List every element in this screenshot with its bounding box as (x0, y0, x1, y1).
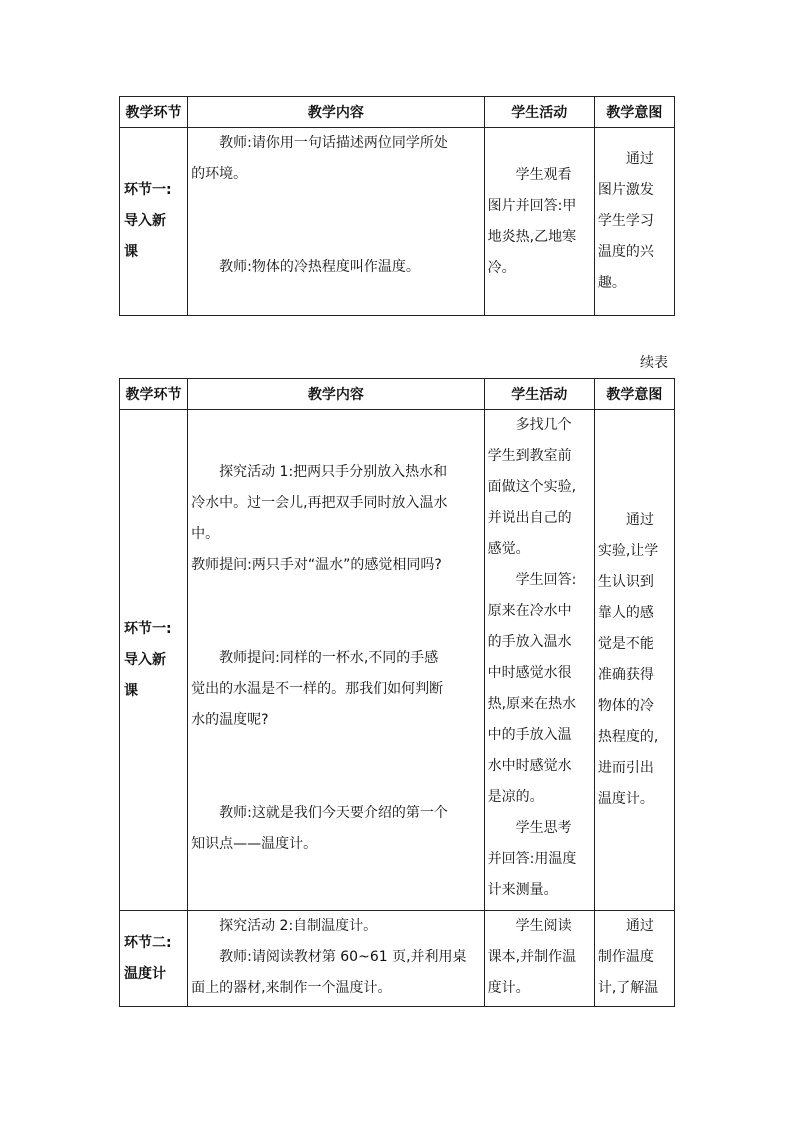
content-line: 知识点——温度计。 (191, 836, 318, 852)
header-intent: 教学意图 (594, 379, 674, 410)
intent-line: 通过 (625, 151, 654, 167)
intent-cell (594, 911, 674, 1007)
table-row (120, 128, 675, 316)
activity-line: 学生思考 (515, 820, 572, 836)
activity-line: 是凉的。 (487, 789, 544, 805)
stage-line: 课 (124, 682, 138, 699)
content-line: 觉出的水温是不一样的。那我们如何判断 (191, 681, 444, 697)
stage-cell (120, 128, 188, 316)
stage-cell (120, 410, 188, 911)
intent-line: 学生学习 (597, 213, 654, 229)
activity-cell (484, 128, 594, 316)
activity-line: 学生到教室前 (487, 448, 572, 464)
intent-line: 生认识到 (597, 574, 654, 590)
content-cell (188, 911, 485, 1007)
activity-line: 学生阅读 (515, 918, 572, 934)
content-line: 冷水中。过一会儿,再把双手同时放入温水 (191, 495, 448, 511)
intent-line: 进而引出 (597, 760, 654, 776)
content-line: 教师提问:两只手对“温水”的感觉相同吗? (191, 557, 442, 573)
stage-cell (120, 911, 188, 1007)
header-stage: 教学环节 (120, 379, 188, 410)
header-intent: 教学意图 (594, 97, 674, 128)
intent-line: 制作温度 (597, 949, 654, 965)
stage-line: 温度计 (124, 965, 166, 982)
activity-cell (484, 911, 594, 1007)
content-line: 面上的器材,来制作一个温度计。 (191, 980, 392, 996)
header-activity: 学生活动 (484, 379, 594, 410)
content-line: 教师:这就是我们今天要介绍的第一个 (219, 805, 448, 821)
intent-line: 温度计。 (597, 791, 654, 807)
content-line: 探究活动 1:把两只手分别放入热水和 (219, 464, 448, 480)
stage-line: 课 (124, 244, 138, 260)
activity-line: 并说出自己的 (487, 510, 572, 526)
activity-line: 学生观看 (515, 166, 572, 183)
content-line: 水的温度呢? (191, 712, 269, 728)
activity-line: 感觉。 (487, 541, 530, 557)
intent-cell (594, 410, 674, 911)
content-line: 教师提问:同样的一杯水,不同的手感 (219, 650, 439, 666)
activity-line: 面做这个实验, (487, 479, 577, 495)
activity-line: 地炎热,乙地寒 (487, 228, 577, 245)
stage-line: 导入新 (124, 213, 166, 229)
intent-line: 通过 (625, 918, 654, 934)
activity-line: 度计。 (487, 980, 530, 996)
content-cell (188, 410, 485, 911)
lesson-table-2 (119, 378, 675, 1007)
activity-line: 冷。 (487, 259, 516, 276)
stage-line: 环节二: (124, 934, 172, 951)
content-line: 探究活动 2:自制温度计。 (219, 918, 378, 934)
activity-line: 并回答:用温度 (487, 851, 577, 867)
header-content: 教学内容 (188, 97, 485, 128)
stage-line: 导入新 (124, 651, 166, 668)
activity-line: 中时感觉水很 (487, 665, 572, 681)
content-line: 教师:物体的冷热程度叫作温度。 (219, 259, 420, 275)
intent-cell (594, 128, 674, 316)
table-row (120, 410, 675, 911)
activity-cell (484, 410, 594, 911)
content-line: 教师:请你用一句话描述两位同学所处 (219, 135, 448, 151)
activity-line: 课本,并制作温 (487, 949, 577, 965)
stage-line: 环节一: (124, 620, 172, 637)
intent-line: 准确获得 (597, 667, 654, 683)
lesson-table-1 (119, 96, 675, 316)
table-header-row (120, 97, 675, 128)
stage-line: 环节一: (124, 182, 172, 198)
activity-line: 中的手放入温 (487, 727, 572, 743)
intent-line: 温度的兴 (597, 244, 654, 260)
activity-line: 的手放入温水 (487, 634, 572, 650)
content-line: 教师:请阅读教材第 60~61 页,并利用桌 (219, 949, 467, 965)
header-activity: 学生活动 (484, 97, 594, 128)
intent-line: 实验,让学 (597, 543, 659, 559)
table-row (120, 911, 675, 1007)
intent-line: 通过 (625, 512, 654, 528)
intent-line: 计,了解温 (597, 980, 659, 996)
activity-line: 原来在冷水中 (487, 603, 572, 619)
activity-line: 多找几个 (515, 417, 572, 433)
activity-line: 水中时感觉水 (487, 758, 572, 774)
intent-line: 热程度的, (597, 729, 659, 745)
activity-line: 图片并回答:甲 (487, 197, 577, 214)
content-cell (188, 128, 485, 316)
header-stage: 教学环节 (120, 97, 188, 128)
content-line: 中。 (191, 526, 220, 542)
intent-line: 趣。 (597, 275, 626, 291)
content-line: 的环境。 (191, 166, 248, 182)
activity-line: 计来测量。 (487, 882, 558, 898)
activity-line: 热,原来在热水 (487, 696, 577, 712)
table-header-row (120, 379, 675, 410)
intent-line: 物体的冷 (597, 698, 654, 714)
header-content: 教学内容 (188, 379, 485, 410)
intent-line: 图片激发 (597, 182, 654, 198)
intent-line: 觉是不能 (597, 636, 654, 652)
activity-line: 学生回答: (515, 572, 577, 588)
continued-label: 续表 (640, 355, 668, 371)
intent-line: 靠人的感 (597, 605, 654, 621)
